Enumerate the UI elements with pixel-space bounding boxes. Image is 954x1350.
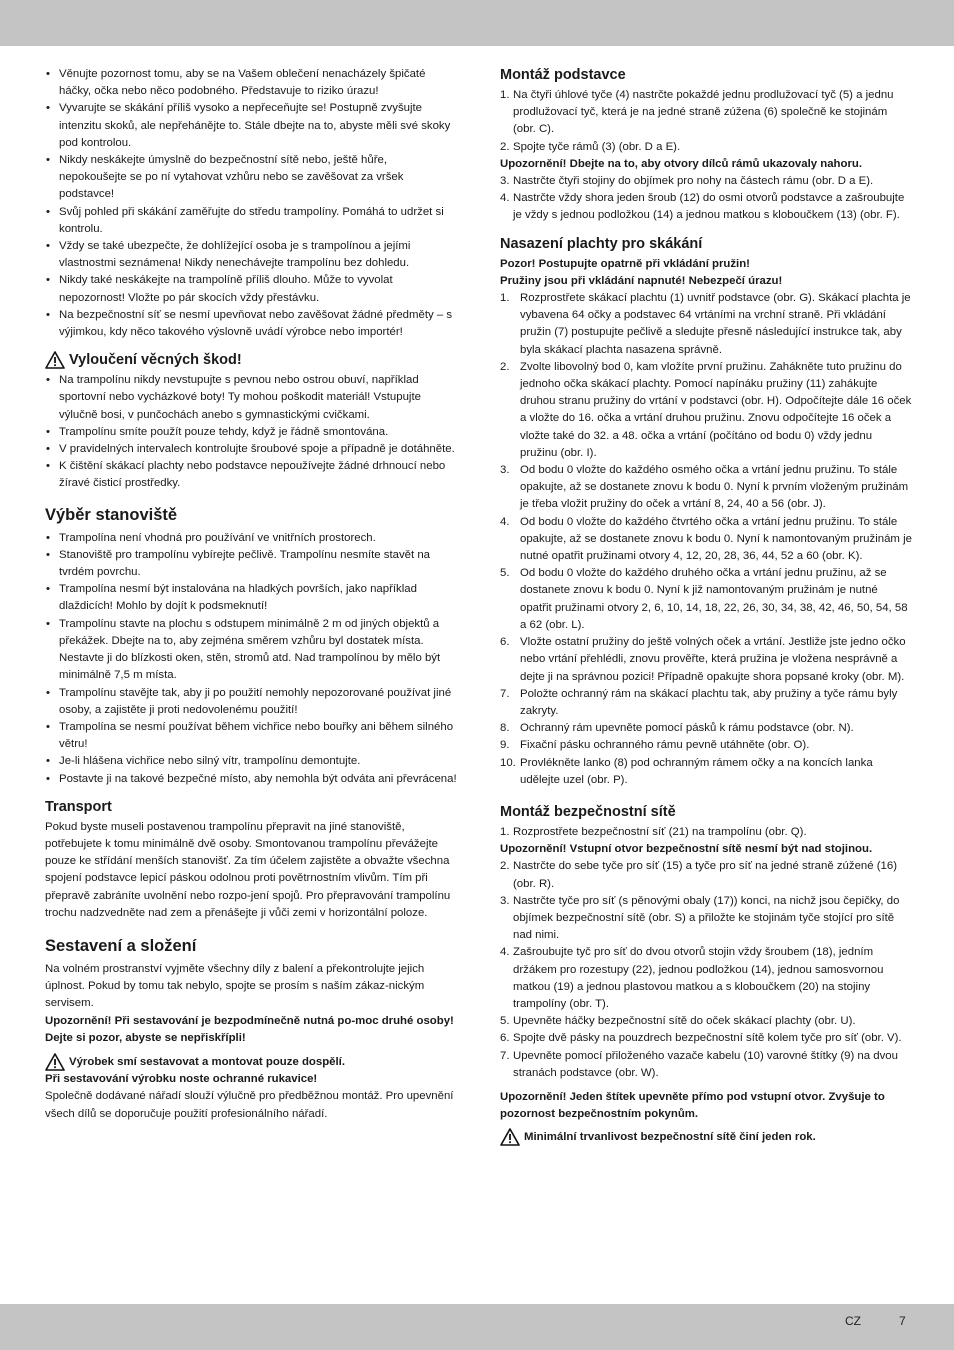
- step-text: Nastrčte tyče pro síť (s pěnovými obaly (17)) konci, na nichž jsou čepičky, do objímek bezpečnostní sítě (obr. S) a přiložte ke stojinám tyče stojící pro sítě nad nimi.: [513, 894, 900, 942]
- step-item: [500, 290, 912, 359]
- step-item: [500, 634, 912, 686]
- step-number: 3.: [500, 464, 510, 477]
- location-title: Výběr stanoviště: [45, 505, 178, 524]
- step-text: Upevněte pomocí přiloženého vazače kabelu (10) varovné štítky (9) na dvou stranách podstavce (obr. W).: [513, 1049, 898, 1079]
- step-text: Spojte tyče rámů (3) (obr. D a E).: [513, 140, 681, 153]
- list-item: • Postavte ji na takové bezpečné místo, aby nemohla být odváta ani převrácena!: [45, 771, 457, 788]
- adults-warning: [45, 1054, 457, 1071]
- step-text: Nastrčte čtyři stojiny do objímek pro nohy na částech rámu (obr. D a E).: [513, 175, 874, 188]
- step-text: Rozprostřete skákací plachtu (1) uvnitř podstavce (obr. G). Skákací plachta je vybavena 64 očky a podstavec 64 vrtáními na vrchní straně. Při vkládání pružin (7) postupujte pečlivě a sledujte přesně následující instrukce tak, aby byla skákací plachta nasazena správně.: [520, 292, 911, 356]
- assembly-warning: Upozornění! Při sestavování je bezpodmínečně nutná po-moc druhé osoby! Dejte si pozor, abyste se nepřiskřípli!: [45, 1014, 454, 1044]
- step-item: [500, 173, 912, 190]
- step-item: [500, 359, 912, 462]
- warning-icon: [45, 351, 65, 369]
- warning-icon: [500, 1128, 520, 1146]
- list-item: • Trampolína nesmí být instalována na hladkých površích, jako například dlaždicích! Mohlo by dojít k podsmeknutí!: [45, 581, 457, 615]
- step-item: [500, 686, 912, 720]
- step-text: Spojte dvě pásky na pouzdrech bezpečnostní sítě kolem tyče pro síť (obr. V).: [513, 1032, 902, 1045]
- step-item: [500, 720, 912, 737]
- step-item: [500, 1048, 912, 1082]
- list-item: • V pravidelných intervalech kontrolujte šroubové spoje a případně je dotáhněte.: [45, 441, 457, 458]
- step-number: 5.: [500, 1015, 510, 1028]
- assembly-title: Sestavení a složení: [45, 936, 197, 955]
- top-bar: [0, 0, 954, 46]
- step-item: [500, 462, 912, 514]
- step-number: 6.: [500, 636, 510, 649]
- net-steps: [500, 824, 912, 841]
- step-number: 6.: [500, 1032, 510, 1045]
- bottom-bar: [0, 1304, 954, 1350]
- safety-list: [45, 66, 457, 341]
- step-text: Upevněte háčky bezpečnostní sítě do oček skákací plachty (obr. U).: [513, 1015, 856, 1028]
- mat-title: Nasazení plachty pro skákání: [500, 235, 703, 252]
- net-steps-continued: [500, 858, 912, 1082]
- step-number: 2.: [500, 860, 510, 873]
- step-number: 7.: [500, 687, 510, 700]
- step-item: [500, 755, 912, 789]
- step-item: [500, 514, 912, 566]
- step-number: 7.: [500, 1049, 510, 1062]
- step-text: Na čtyři úhlové tyče (4) nastrčte pokaždé jednu prodlužovací tyč (5) a jednu prodlužovací tyč, která je na jedné straně zúžena (6) společně ke stojinám (obr. C).: [513, 89, 894, 136]
- step-text: Nastrčte vždy shora jeden šroub (12) do osmi otvorů podstavce a zašroubujte je vždy s jednou podložkou (14) a jednou matkou s kloboučkem (13) (obr. F).: [513, 192, 905, 222]
- list-item: • Trampolínu stavějte tak, aby ji po použití nemohly nepozorované používat jiné osoby, a zajistěte ji proti nedovolenému použití!: [45, 685, 457, 719]
- list-item: • K čištění skákací plachty nebo podstavce nepoužívejte žádné drhnoucí nebo žíravé čisticí prostředky.: [45, 458, 457, 492]
- list-item: • Na bezpečnostní síť se nesmí upevňovat nebo zavěšovat žádné předměty – s výjimkou, kdy něco takového výslovně uvádí výrobce nebo importér!: [45, 307, 457, 341]
- step-text: Rozprostřete bezpečnostní síť (21) na trampolínu (obr. Q).: [513, 825, 807, 838]
- step-item: [500, 737, 912, 754]
- net-lifetime-text: Minimální trvanlivost bezpečnostní sítě činí jeden rok.: [524, 1131, 816, 1144]
- adults-warning-text: Výrobek smí sestavovat a montovat pouze dospělí.: [69, 1055, 345, 1068]
- step-text: Vložte ostatní pružiny do ještě volných oček a vrtání. Jestliže jste jedno očko nebo vrtání přehlédli, znovu prověřte, která pružina je vložena nesprávně a dejte ji na správnou pozici! Případně opakujte shora popsané kroky (obr. M).: [520, 636, 906, 683]
- warning-icon: [45, 1053, 65, 1071]
- base-steps-continued: [500, 173, 912, 225]
- gloves-warning: Při sestavování výrobku noste ochranné rukavice!: [45, 1073, 318, 1086]
- net-warning-1: Upozornění! Vstupní otvor bezpečnostní sítě nesmí být nad stojinou.: [500, 843, 873, 856]
- assembly-text: Na volném prostranství vyjměte všechny díly z balení a překontrolujte jejich úplnost. Pokud by tomu tak nebylo, spojte se prosím s naším zákaz-nickým servisem.: [45, 962, 425, 1010]
- step-text: Položte ochranný rám na skákací plachtu tak, aby pružiny a tyče rámu byly zakryty.: [520, 687, 898, 717]
- net-warning-2: Upozornění! Jeden štítek upevněte přímo pod vstupní otvor. Zvyšuje to pozornost bezpečnostním pokynům.: [500, 1090, 885, 1121]
- step-number: 10.: [500, 756, 516, 769]
- list-item: • Vždy se také ubezpečte, že dohlížející osoba je s trampolínou a jejími vlastnostmi seznámena! Nikdy nenechávejte trampolínu bez dohledu.: [45, 238, 457, 272]
- step-text: Od bodu 0 vložte do každého osmého očka a vrtání jednu pružinu. To stále opakujte, až se dostanete znovu k bodu 0. Nyní k prvním vloženým pružinám je třeba vložit pružiny do oček a vrtání 8, 24, 40 a 56 (obr. J).: [520, 464, 909, 511]
- net-title: Montáž bezpečnostní sítě: [500, 803, 676, 820]
- step-item: [500, 87, 912, 139]
- step-number: 9.: [500, 739, 510, 752]
- base-steps: [500, 87, 912, 156]
- step-number: 4.: [500, 515, 510, 528]
- step-item: [500, 190, 912, 224]
- base-title: Montáž podstavce: [500, 67, 626, 83]
- right-column: [500, 66, 912, 1147]
- footer-language: CZ: [845, 1314, 861, 1328]
- transport-text: Pokud byste museli postavenou trampolínu přepravit na jiné stanoviště, potřebujete k tomu minimálně dvě osoby. Smontovanou trampolínu převážejte pouze ke střídání menších stanovišť. Za tím účelem zajistěte a obvažte všechna spojení podstavce lepicí páskou odolnou proti povětrnostním vlivům. Tím při přepravě zabráníte uvolnění nebo rozpo-jení spojů. Pro přepravování trampolínu trochu nadzvedněte nad zem a přenášejte ji vůči zemi v horizontální poloze.: [45, 820, 451, 919]
- net-lifetime: [500, 1129, 912, 1146]
- location-list: [45, 530, 457, 788]
- base-warning: Upozornění! Dbejte na to, aby otvory dílců rámů ukazovaly nahoru.: [500, 157, 863, 170]
- step-number: 8.: [500, 722, 510, 735]
- list-item: • Nikdy neskákejte úmyslně do bezpečnostní sítě nebo, ještě hůře, nepokoušejte se po ní vytahovat vzhůru nebo se zavěšovat za vršek podstavce!: [45, 152, 457, 204]
- list-item: • Trampolína není vhodná pro používání ve vnitřních prostorech.: [45, 530, 457, 547]
- step-item: [500, 1013, 912, 1030]
- step-text: Fixační pásku ochranného rámu pevně utáhněte (obr. O).: [520, 739, 810, 752]
- step-text: Nastrčte do sebe tyče pro síť (15) a tyče pro síť na jedné straně zúžené (16) (obr. R).: [513, 860, 897, 890]
- step-number: 1.: [500, 825, 510, 838]
- step-text: Zašroubujte tyč pro síť do dvou otvorů stojin vždy šroubem (18), jedním držákem pro rozestupy (22), jednou podložkou (14), jednou samosvornou matkou (19) a jednou plastovou matkou a s kloboučkem (20) na stojiny trampolíny (obr. T).: [513, 946, 884, 1010]
- list-item: • Trampolína se nesmí používat během vichřice nebo bouřky ani během silného větru!: [45, 719, 457, 753]
- transport-title: Transport: [45, 798, 112, 815]
- list-item: • Trampolínu smíte použít pouze tehdy, když je řádně smontována.: [45, 424, 457, 441]
- damage-title: Vyloučení věcných škod!: [69, 352, 242, 369]
- step-text: Zvolte libovolný bod 0, kam vložíte první pružinu. Zahákněte tuto pružinu do jednoho očka skákací plachty. Pomocí napínáku pružiny (11) zahákujte druhou stranu pružiny do vrtání v podstavci (obr. H). Odpočítejte dále 16 oček a vložte do 16. očka a vrtání druhou pružinu. Znovu odpočítejte 16 oček a vložte také do 32. a 48. očka a vrtání (počítáno od bodu 0) vždy jednu pružinu (obr. I).: [520, 360, 912, 459]
- damage-heading: [45, 351, 457, 369]
- list-item: • Nikdy také neskákejte na trampolíně příliš dlouho. Může to vyvolat nepozornost! Vložte po pár skocích vždy přestávku.: [45, 272, 457, 306]
- step-text: Od bodu 0 vložte do každého čtvrtého očka a vrtání jednu pružinu. To stále opakujte, až se dostanete znovu k bodu 0. Nyní k namontovaným pružinám je nutné opatřit pružinami otvory 4, 12, 20, 28, 36, 44, 52 a 60 (obr. K).: [520, 515, 912, 563]
- step-number: 3.: [500, 894, 510, 907]
- left-column: [45, 66, 457, 1123]
- damage-list: [45, 372, 457, 492]
- mat-warning-1: Pozor! Postupujte opatrně při vkládání pružin!: [500, 257, 750, 270]
- mat-steps: [500, 290, 912, 789]
- step-item: [500, 565, 912, 634]
- step-number: 2.: [500, 140, 510, 153]
- step-text: Od bodu 0 vložte do každého druhého očka a vrtání jednu pružinu, až se dostanete znovu k bodu 0. Nyní k již namontovaným pružinám je nutné opatřit pružinami otvory 2, 6, 10, 14, 18, 22, 26, 30, 34, 38, 42, 46, 50, 54, 58 a 62 (obr. L).: [520, 567, 908, 631]
- step-text: Ochranný rám upevněte pomocí pásků k rámu podstavce (obr. N).: [520, 722, 854, 735]
- tools-text: Společně dodávané nářadí slouží výlučně pro předběžnou montáž. Pro upevnění všech dílů se doporučuje použití profesionálního nářadí.: [45, 1090, 454, 1120]
- step-item: [500, 858, 912, 892]
- step-number: 3.: [500, 175, 510, 188]
- step-number: 5.: [500, 567, 510, 580]
- list-item: • Věnujte pozornost tomu, aby se na Vašem oblečení nenacházely špičaté háčky, očka nebo něco podobného. Představuje to riziko úrazu!: [45, 66, 457, 100]
- step-item: [500, 893, 912, 945]
- list-item: • Svůj pohled při skákání zaměřujte do středu trampolíny. Pomáhá to udržet si kontrolu.: [45, 204, 457, 238]
- list-item: • Vyvarujte se skákání příliš vysoko a nepřeceňujte se! Postupně zvyšujte intenzitu skoků, ale nepřehánějte to. Stále dbejte na to, abyste měli své skoky pod kontrolou.: [45, 100, 457, 152]
- list-item: • Je-li hlášena vichřice nebo silný vítr, trampolínu demontujte.: [45, 753, 457, 770]
- list-item: • Trampolínu stavte na plochu s odstupem minimálně 2 m od jiných objektů a překážek. Dbejte na to, aby zejména směrem vzhůru byl dostatek místa. Nestavte ji do blízkosti oken, stěn, stromů atd. Nad trampolínou by mělo být minimálně 7,5 m místa.: [45, 616, 457, 685]
- step-item: [500, 139, 912, 156]
- mat-warning-2: Pružiny jsou při vkládání napnuté! Nebezpečí úrazu!: [500, 274, 783, 287]
- step-item: [500, 824, 912, 841]
- step-item: [500, 944, 912, 1013]
- step-number: 1.: [500, 89, 510, 101]
- page-number: 7: [899, 1314, 906, 1328]
- step-number: 4.: [500, 946, 510, 959]
- step-number: 1.: [500, 292, 510, 305]
- list-item: • Stanoviště pro trampolínu vybírejte pečlivě. Trampolínu nesmíte stavět na tvrdém povrchu.: [45, 547, 457, 581]
- step-number: 4.: [500, 192, 510, 205]
- step-item: [500, 1030, 912, 1047]
- step-number: 2.: [500, 360, 510, 373]
- step-text: Provlékněte lanko (8) pod ochranným rámem očky a na koncích lanka udělejte uzel (obr. P).: [520, 756, 873, 786]
- list-item: • Na trampolínu nikdy nevstupujte s pevnou nebo ostrou obuví, například sportovní nebo vycházkové boty! Ty mohou poškodit materiál! Vstupujte výlučně bosi, v punčochách anebo s gymnastickými cvičkami.: [45, 372, 457, 424]
